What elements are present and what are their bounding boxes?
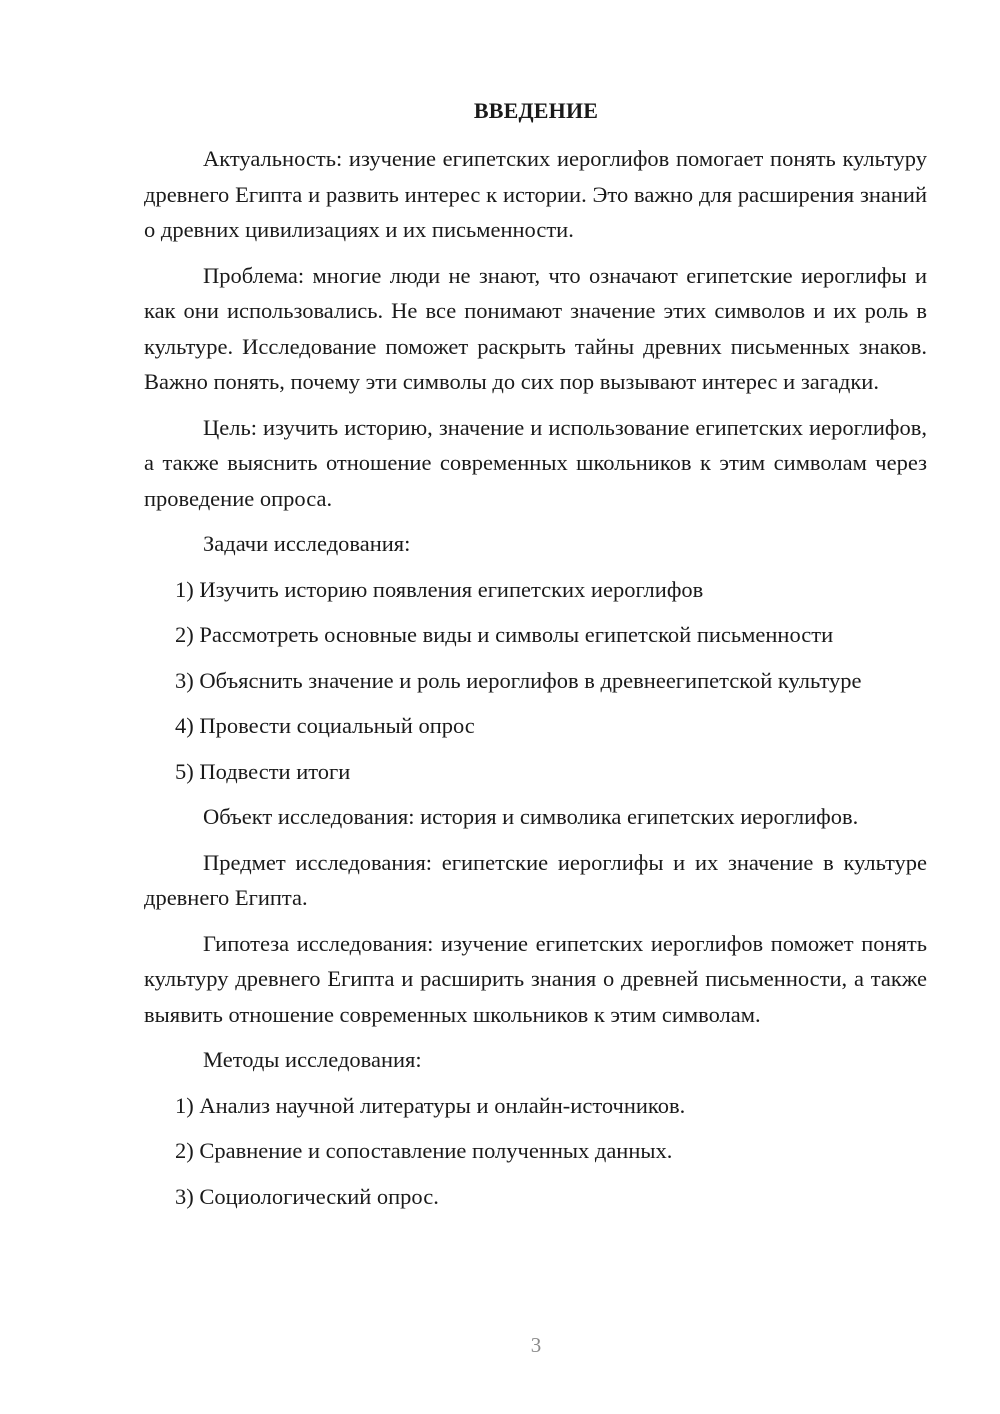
task-item-5: 5) Подвести итоги bbox=[175, 758, 351, 784]
method-item-1: 1) Анализ научной литературы и онлайн-источников. bbox=[175, 1092, 686, 1118]
subject-paragraph: Предмет исследования: египетские иероглифы и их значение в культуре древнего Египта. bbox=[144, 849, 927, 910]
relevance-paragraph: Актуальность: изучение египетских иероглифов помогает понять культуру древнего Египта и развить интерес к истории. Это важно для расширения знаний о древних цивилизациях и их письменности. bbox=[144, 146, 927, 242]
method-item-3: 3) Социологический опрос. bbox=[175, 1183, 439, 1209]
section-title: ВВЕДЕНИЕ bbox=[473, 98, 599, 123]
method-item-2: 2) Сравнение и сопоставление полученных данных. bbox=[175, 1138, 673, 1163]
hypothesis-paragraph: Гипотеза исследования: изучение египетских иероглифов поможет понять культуру древнего Египта и расширить знания о древней письменности, а также выявить отношение современных школьников к этим символам. bbox=[144, 930, 927, 1027]
problem-paragraph: Проблема: многие люди не знают, что означают египетские иероглифы и как они использовались. Не все понимают значение этих символов и их роль в культуре. Исследование поможет раскрыть тайны древних письменных знаков. Важно понять, почему эти символы до сих пор вызывают интерес и загадки. bbox=[144, 262, 927, 394]
task-item-2: 2) Рассмотреть основные виды и символы египетской письменности bbox=[175, 622, 834, 647]
task-item-3: 3) Объяснить значение и роль иероглифов в древнеегипетской культуре bbox=[175, 667, 862, 693]
section-body bbox=[144, 141, 927, 1224]
page-number: 3 bbox=[530, 1333, 542, 1357]
task-item-1: 1) Изучить историю появления египетских иероглифов bbox=[175, 576, 704, 602]
methods-heading: Методы исследования: bbox=[203, 1047, 422, 1072]
tasks-heading: Задачи исследования: bbox=[203, 531, 411, 556]
task-item-4: 4) Провести социальный опрос bbox=[175, 713, 475, 738]
object-paragraph: Объект исследования: история и символика египетских иероглифов. bbox=[203, 804, 859, 829]
goal-paragraph: Цель: изучить историю, значение и использование египетских иероглифов, а также выяснить отношение современных школьников к этим символам через проведение опроса. bbox=[144, 414, 927, 511]
